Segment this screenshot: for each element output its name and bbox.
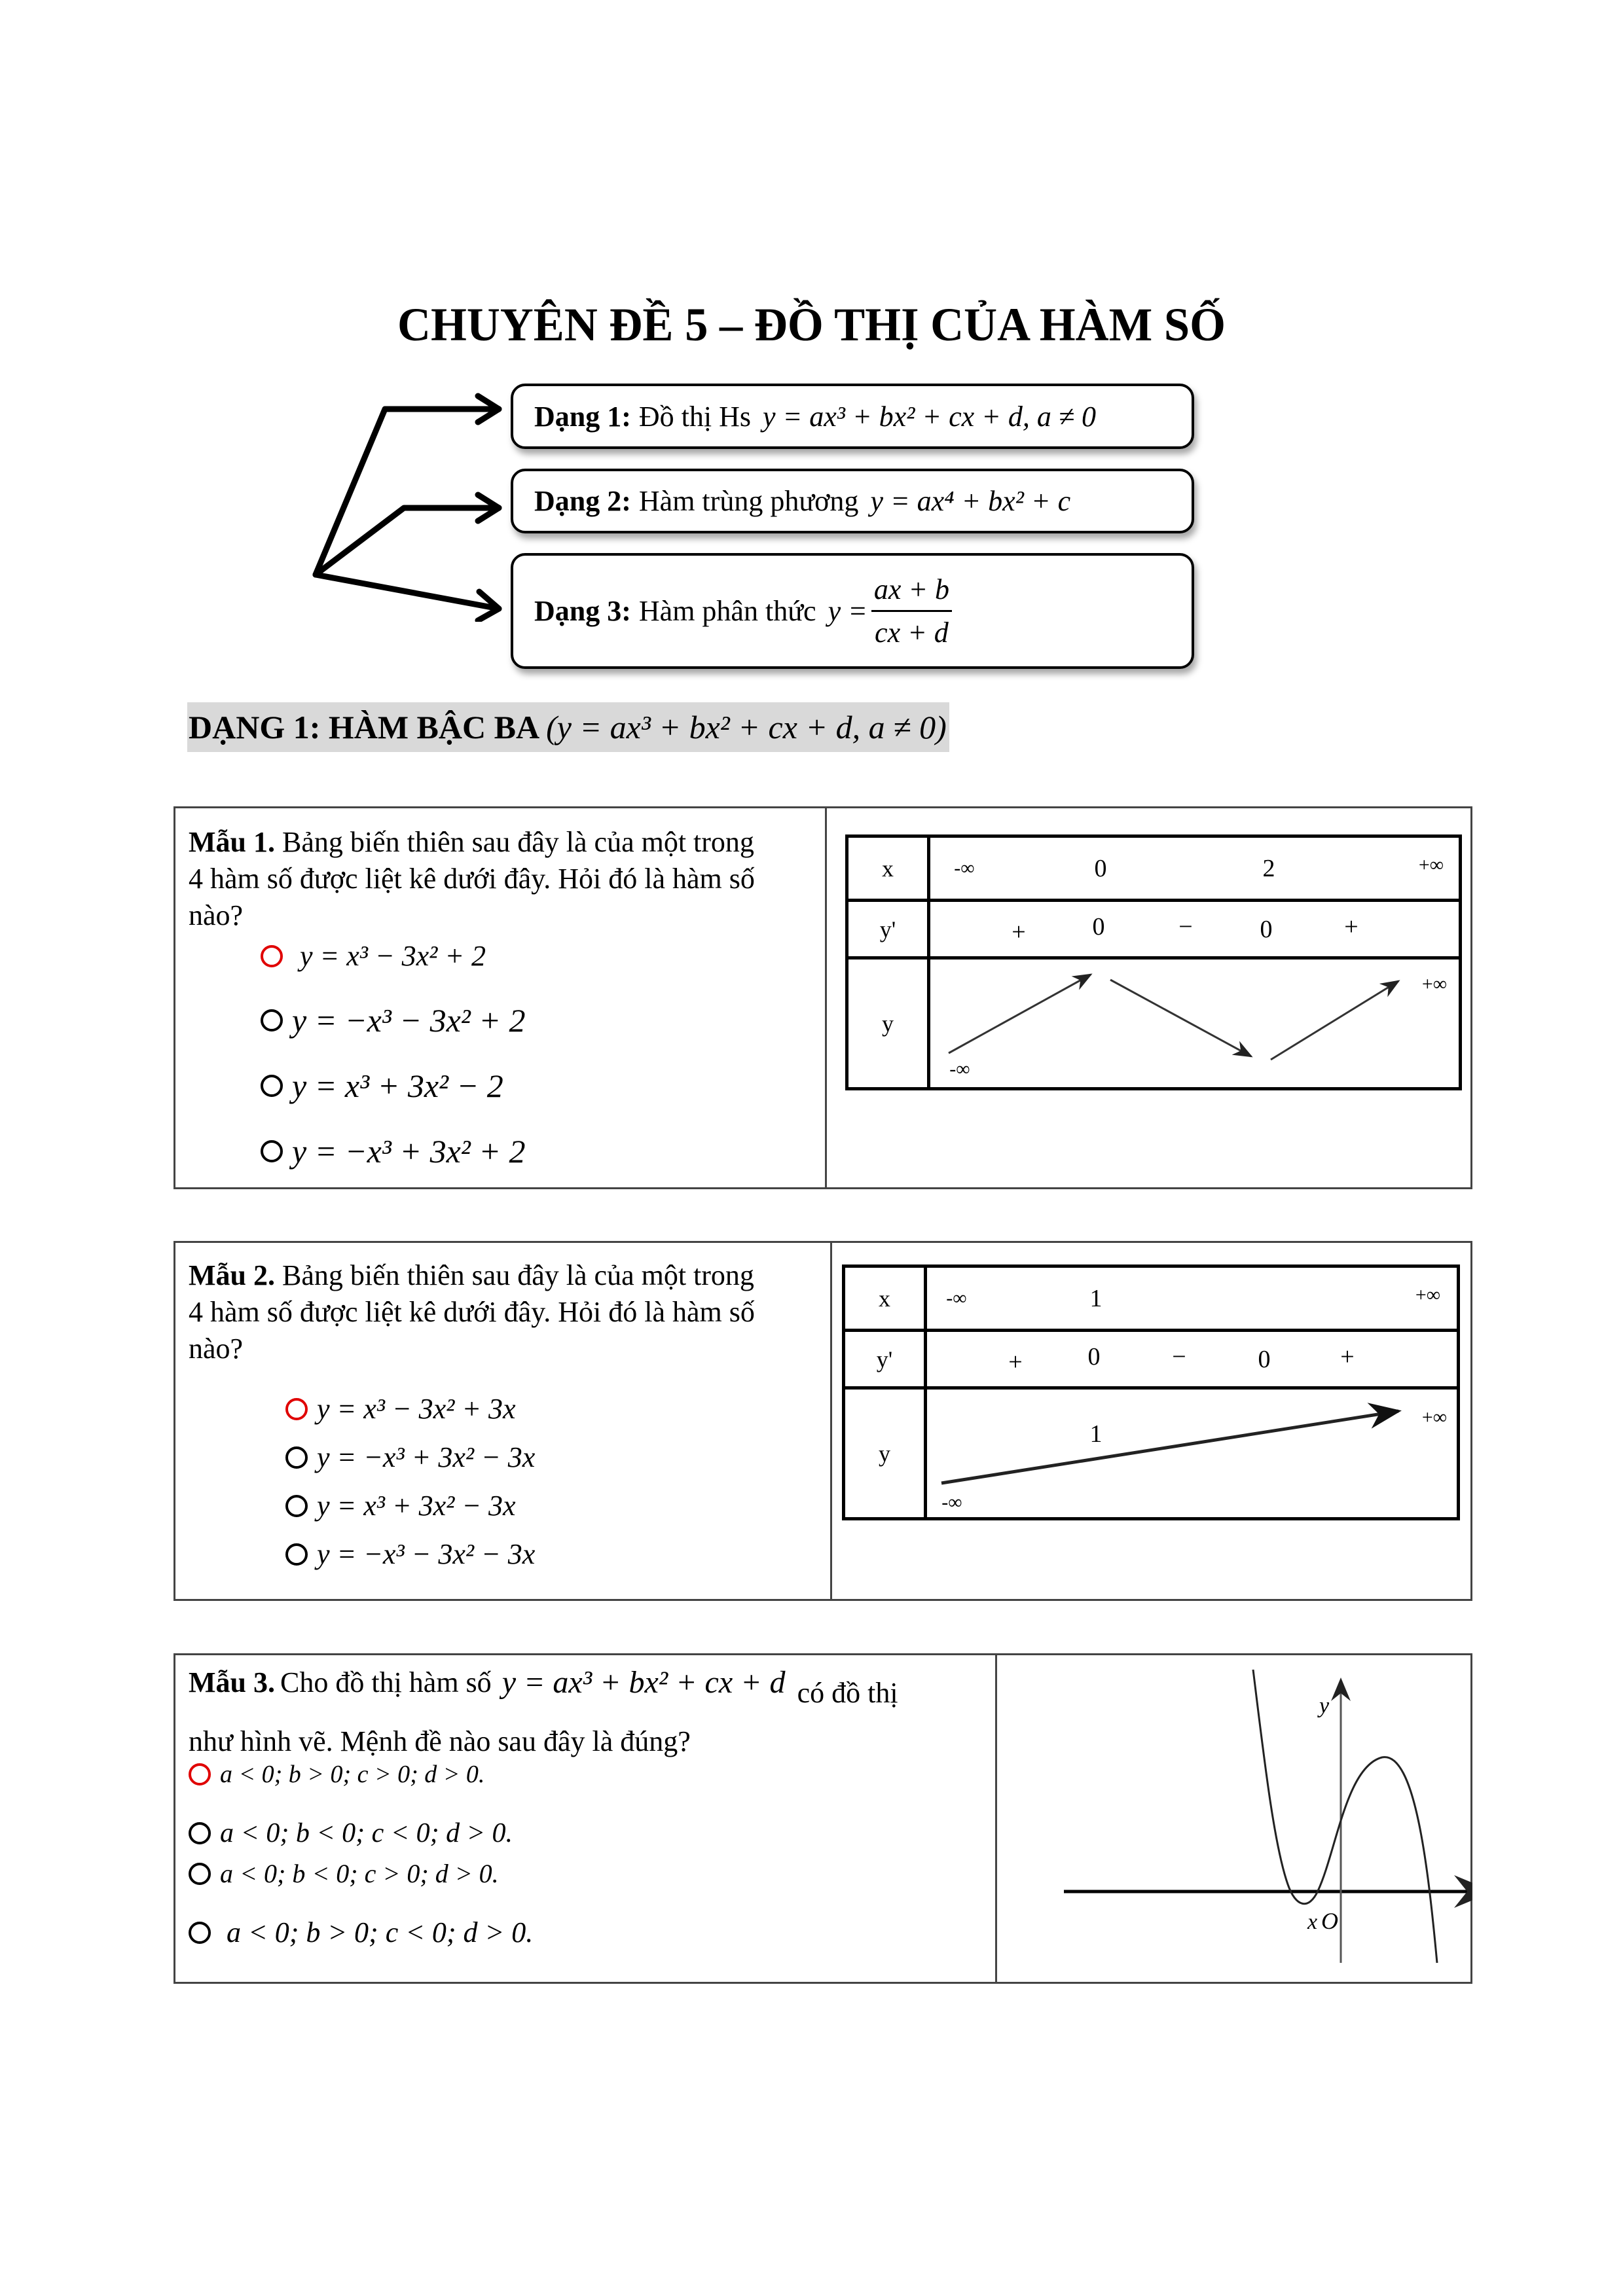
x-value: +∞ — [1415, 1284, 1441, 1306]
answer-option-text: y = −x³ + 3x² + 2 — [292, 1133, 526, 1170]
radio-selected-icon[interactable] — [285, 1398, 308, 1420]
question-label: Mẫu 1. — [189, 826, 275, 858]
x-value: -∞ — [954, 857, 975, 879]
answer-option[interactable] — [189, 1858, 499, 1889]
answer-option[interactable] — [189, 1818, 513, 1849]
answer-option[interactable] — [285, 1392, 516, 1426]
answer-option-text: a < 0; b < 0; c < 0; d > 0. — [220, 1818, 513, 1848]
answer-option-text: y = x³ + 3x² − 2 — [292, 1067, 503, 1104]
x-value: 2 — [1262, 854, 1275, 882]
answer-option[interactable] — [189, 1760, 484, 1789]
overview-item-dang-1 — [511, 384, 1194, 449]
prompt-line: 4 hàm số được liệt kê dưới đây. Hỏi đó là hàm số — [189, 1296, 755, 1328]
fraction — [871, 573, 952, 649]
answer-option-text: y = x³ + 3x² − 3x — [317, 1490, 516, 1522]
question-label: Mẫu 2. — [189, 1259, 275, 1291]
sign: 0 — [1260, 915, 1273, 943]
radio-icon[interactable] — [189, 1922, 211, 1944]
answer-option-text: a < 0; b < 0; c > 0; d > 0. — [220, 1859, 499, 1888]
question-3-prompt — [189, 1664, 987, 1760]
arrow-to-dang-3 — [316, 575, 499, 609]
sign: 0 — [1087, 1342, 1101, 1371]
row-label-y: y — [847, 958, 929, 1089]
answer-option[interactable] — [261, 939, 486, 973]
answer-option-text: y = x³ − 3x² + 2 — [300, 940, 486, 972]
radio-icon[interactable] — [261, 1075, 283, 1097]
sign: + — [1012, 918, 1026, 946]
y-prime-row — [926, 1331, 1459, 1388]
radio-icon[interactable] — [189, 1822, 211, 1844]
answer-option-text: y = x³ − 3x² + 3x — [317, 1393, 516, 1425]
overview-item-dang-2 — [511, 469, 1194, 533]
trend-arrows — [927, 1391, 1464, 1516]
answer-option[interactable] — [261, 1001, 526, 1039]
overview-item-text: Hàm trùng phương — [638, 485, 859, 517]
radio-icon[interactable] — [285, 1543, 308, 1566]
variation-table — [842, 1265, 1460, 1520]
x-axis-label: x — [1307, 1910, 1318, 1934]
sign: 0 — [1092, 912, 1105, 941]
radio-icon[interactable] — [261, 1009, 283, 1031]
x-row — [926, 1266, 1459, 1331]
column-divider — [825, 808, 827, 1187]
prompt-line: Bảng biến thiên sau đây là của một trong — [282, 1259, 754, 1291]
y-value: +∞ — [1421, 973, 1448, 995]
question-2-prompt — [189, 1257, 817, 1367]
y-value: +∞ — [1421, 1406, 1448, 1428]
question-label: Mẫu 3. — [189, 1666, 275, 1698]
branch-arrows-diagram — [288, 373, 511, 622]
radio-icon[interactable] — [261, 1140, 283, 1162]
answer-option[interactable] — [189, 1916, 533, 1949]
variation-table — [845, 834, 1462, 1090]
answer-option-text: y = −x³ + 3x² − 3x — [317, 1441, 536, 1473]
overview-item-label: Dạng 3: — [534, 595, 631, 627]
answer-option[interactable] — [261, 1132, 526, 1170]
x-value: 0 — [1094, 854, 1107, 882]
question-2-card — [173, 1241, 1472, 1601]
prompt-formula: y = ax³ + bx² + cx + d — [501, 1665, 786, 1700]
section-heading-formula: (y = ax³ + bx² + cx + d, a ≠ 0) — [546, 709, 947, 745]
arrow-up-icon — [949, 975, 1091, 1053]
page-title: CHUYÊN ĐỀ 5 – ĐỒ THỊ CỦA HÀM SỐ — [397, 298, 1226, 351]
x-value: -∞ — [946, 1287, 967, 1309]
question-1-card — [173, 806, 1472, 1189]
row-label-y: y — [844, 1388, 926, 1519]
sign: − — [1172, 1342, 1186, 1371]
column-divider — [830, 1243, 832, 1599]
answer-option[interactable] — [261, 1067, 503, 1105]
prompt-line: nào? — [189, 1333, 244, 1365]
y-axis-label: y — [1319, 1694, 1330, 1718]
arrow-up-icon — [1271, 981, 1398, 1060]
section-heading-label: DẠNG 1: HÀM BẬC BA — [189, 709, 540, 745]
row-label-x: x — [844, 1266, 926, 1331]
answer-option[interactable] — [285, 1537, 535, 1571]
fraction-denominator: cx + d — [875, 617, 949, 649]
y-value: -∞ — [949, 1058, 970, 1080]
overview-item-text: Đồ thị Hs — [638, 400, 752, 433]
y-row — [926, 1388, 1459, 1519]
x-row — [929, 836, 1461, 901]
radio-selected-icon[interactable] — [261, 945, 283, 967]
overview-item-label: Dạng 2: — [534, 485, 631, 517]
arrow-up-icon — [941, 1411, 1398, 1483]
answer-option-text: a < 0; b > 0; c > 0; d > 0. — [220, 1761, 485, 1788]
prompt-line: nào? — [189, 899, 244, 931]
row-label-x: x — [847, 836, 929, 901]
answer-option-text: y = −x³ − 3x² − 3x — [317, 1538, 536, 1570]
overview-item-formula-lhs: y = — [828, 595, 867, 627]
fraction-numerator: ax + b — [871, 573, 952, 612]
prompt-text: Cho đồ thị hàm số — [280, 1666, 492, 1698]
sign: + — [1340, 1342, 1355, 1371]
arrow-to-dang-1 — [316, 409, 499, 575]
arrow-to-dang-2 — [316, 508, 499, 575]
overview-item-dang-3 — [511, 553, 1194, 669]
radio-selected-icon[interactable] — [189, 1763, 211, 1785]
row-label-y-prime: y' — [844, 1331, 926, 1388]
answer-option-text: y = −x³ − 3x² + 2 — [292, 1002, 526, 1039]
cubic-curve — [1253, 1670, 1437, 1963]
arrow-down-icon — [1110, 980, 1251, 1056]
origin-label: O — [1321, 1908, 1338, 1934]
y-prime-row — [929, 901, 1461, 958]
y-value: -∞ — [941, 1491, 962, 1513]
section-heading — [187, 702, 949, 752]
cubic-graph — [996, 1655, 1472, 1982]
question-1-prompt — [189, 824, 817, 934]
x-value: 1 — [1089, 1284, 1103, 1312]
prompt-line: 4 hàm số được liệt kê dưới đây. Hỏi đó là hàm số — [189, 863, 755, 895]
answer-option[interactable] — [285, 1489, 516, 1522]
y-row — [929, 958, 1461, 1089]
sign: + — [1344, 912, 1359, 941]
overview-item-label: Dạng 1: — [534, 400, 631, 433]
sign: + — [1008, 1348, 1023, 1376]
answer-option[interactable] — [285, 1441, 535, 1474]
answer-option-text: a < 0; b > 0; c < 0; d > 0. — [227, 1916, 534, 1948]
prompt-text: có đồ thị — [797, 1677, 898, 1709]
radio-icon[interactable] — [285, 1495, 308, 1517]
overview-item-formula: y = ax³ + bx² + cx + d, a ≠ 0 — [763, 400, 1096, 433]
overview-item-formula: y = ax⁴ + bx² + c — [870, 485, 1071, 517]
y-value: 1 — [1089, 1420, 1103, 1448]
sign: 0 — [1258, 1345, 1271, 1373]
trend-arrows — [930, 961, 1467, 1086]
radio-icon[interactable] — [189, 1863, 211, 1885]
prompt-line: Bảng biến thiên sau đây là của một trong — [282, 826, 754, 858]
prompt-text: như hình vẽ. Mệnh đề nào sau đây là đúng? — [189, 1725, 691, 1757]
question-3-card — [173, 1653, 1472, 1984]
row-label-y-prime: y' — [847, 901, 929, 958]
radio-icon[interactable] — [285, 1446, 308, 1469]
x-value: +∞ — [1418, 854, 1444, 876]
sign: − — [1178, 912, 1193, 941]
overview-item-text: Hàm phân thức — [638, 595, 816, 627]
